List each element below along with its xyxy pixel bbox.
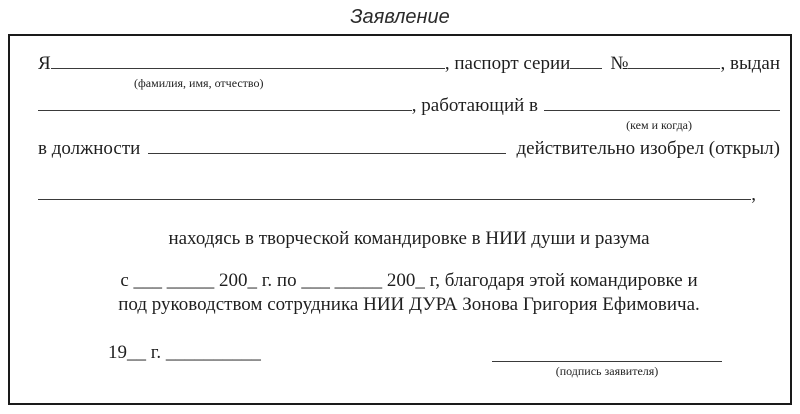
date-line: 19__ г. __________	[108, 342, 261, 363]
signature-blank	[492, 341, 722, 362]
signature-block	[492, 341, 722, 379]
employer-line	[38, 94, 780, 118]
trailing-comma: ,	[751, 184, 756, 205]
position-line	[38, 137, 780, 161]
supervisor-line: под руководством сотрудника НИИ ДУРА Зонова Григория Ефимовича.	[118, 294, 700, 315]
trip-dates-line: с ___ _____ 200_ г. по ___ _____ 200_ г, благодаря этой командировке и	[120, 270, 698, 291]
passport-series-blank	[570, 67, 602, 69]
position-label: в должности	[38, 138, 141, 159]
document-title: Заявление	[350, 6, 450, 28]
invention-description-blank	[38, 198, 751, 200]
issued-label: , выдан	[720, 53, 780, 74]
by-whom-caption: (кем и когда)	[626, 118, 692, 132]
identity-line	[38, 52, 780, 76]
full-name-blank	[51, 67, 445, 69]
position-blank	[148, 152, 506, 154]
issuer-blank	[38, 109, 412, 111]
passport-series-label: , паспорт серии	[444, 53, 571, 74]
invented-label: действительно изобрел (открыл)	[516, 138, 780, 159]
passport-number-blank	[628, 67, 720, 69]
business-trip-statement: находясь в творческой командировке в НИИ души и разума	[168, 228, 650, 249]
form-body	[8, 34, 792, 405]
invention-description-line	[38, 183, 756, 207]
working-at-label: , работающий в	[411, 95, 538, 116]
pronoun-label: Я	[38, 53, 51, 74]
numero-sign: №	[610, 53, 629, 74]
full-name-caption: (фамилия, имя, отчество)	[134, 76, 264, 90]
signature-caption: (подпись заявителя)	[555, 364, 659, 378]
employer-blank	[544, 109, 780, 111]
date-signature-row	[38, 341, 780, 379]
